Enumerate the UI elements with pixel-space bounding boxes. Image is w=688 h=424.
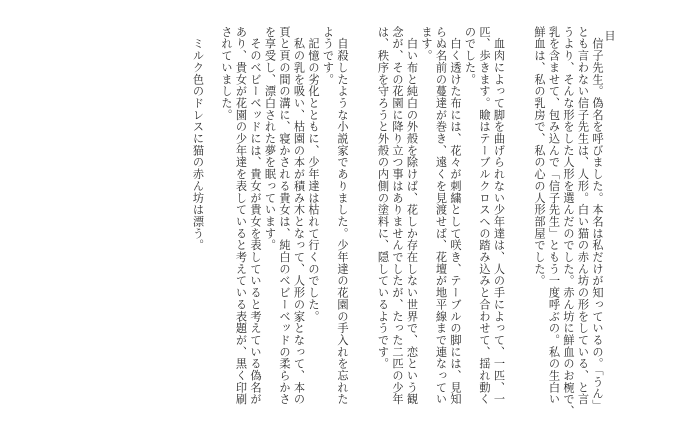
paragraph-gap	[205, 26, 219, 406]
text-line: あり、貴女が花園の少年達を表していると考えている表題が、黒く印刷	[234, 26, 248, 406]
text-line: 念が、その花園に降り立つ事はありませんでしたが、たった二匹の少年	[391, 26, 404, 406]
paragraph-gap	[349, 26, 375, 406]
text-line: らぬ名前の蔓達が巻き、遠くを見渡せば、花壇が地平線まで連なってい	[434, 26, 448, 406]
page-marker: 目	[603, 30, 616, 41]
vertical-body-text	[190, 26, 604, 418]
text-line: は、秩序を守ろうと外殻の内側の塗料に、隠しているようです。	[376, 26, 390, 370]
text-line: ようです。	[321, 26, 335, 86]
text-line: 乳を含ませて、包み込んで「信子先生」ともう一度呼ぶの。私の生白い	[547, 26, 561, 406]
text-line: そのベビーベッドには、貴女が貴女を表していると考えている偽名が	[249, 26, 262, 406]
text-line: のでした。	[463, 26, 477, 86]
paragraph-gap	[506, 26, 532, 406]
text-line: 匹、歩きます。瞼はテーブルクロスへの踏み込みと合わせて、揺れ動く	[478, 26, 491, 406]
text-line: 記憶の劣化とともに、少年達は枯れて行くのでした。	[307, 26, 320, 323]
text-line: されていました。	[220, 26, 233, 121]
text-line: 血肉によって脚を曲げられない少年達は、人の手によって、一匹、一	[492, 26, 506, 406]
text-line: を享受し、漂白された夢を眠っています。	[263, 26, 277, 252]
text-line: うより、そんな形をした人形を選んだのでした。赤ん坊に鮮血のお椀で、	[562, 26, 575, 418]
text-line: 白い布と純白の外殻を除けば、花しか存在しない世界で、恋という観	[405, 26, 419, 406]
text-line: ます。	[420, 26, 433, 62]
text-line: 私の乳を吸い、枯園の本が積み木となって、人形の家となって、本の	[292, 26, 306, 406]
text-line: 頁と頁の間の溝に、寝かされる貴女は、純白のベビーベッドの柔らかさ	[278, 26, 291, 406]
text-line: 鮮血は、私の乳房で、私の心の人形部屋でした。	[533, 26, 546, 287]
text-line: とも言わない信子先生は、人形。白い猫の赤ん坊の形をしている、と言	[576, 26, 590, 406]
text-line: 信子先生。偽名を呼びました。本名は私だけが知っているの。「うん」	[591, 26, 604, 412]
text-line: 白く透けた布には、花々が刺繍として咲き、テーブルの脚には、見知	[449, 26, 462, 406]
text-line: 自殺したような小説家でありました。少年達の花園の手入れを忘れた	[336, 26, 349, 406]
text-line: ミルク色のドレスに猫の赤ん坊は漂う。	[191, 26, 205, 252]
